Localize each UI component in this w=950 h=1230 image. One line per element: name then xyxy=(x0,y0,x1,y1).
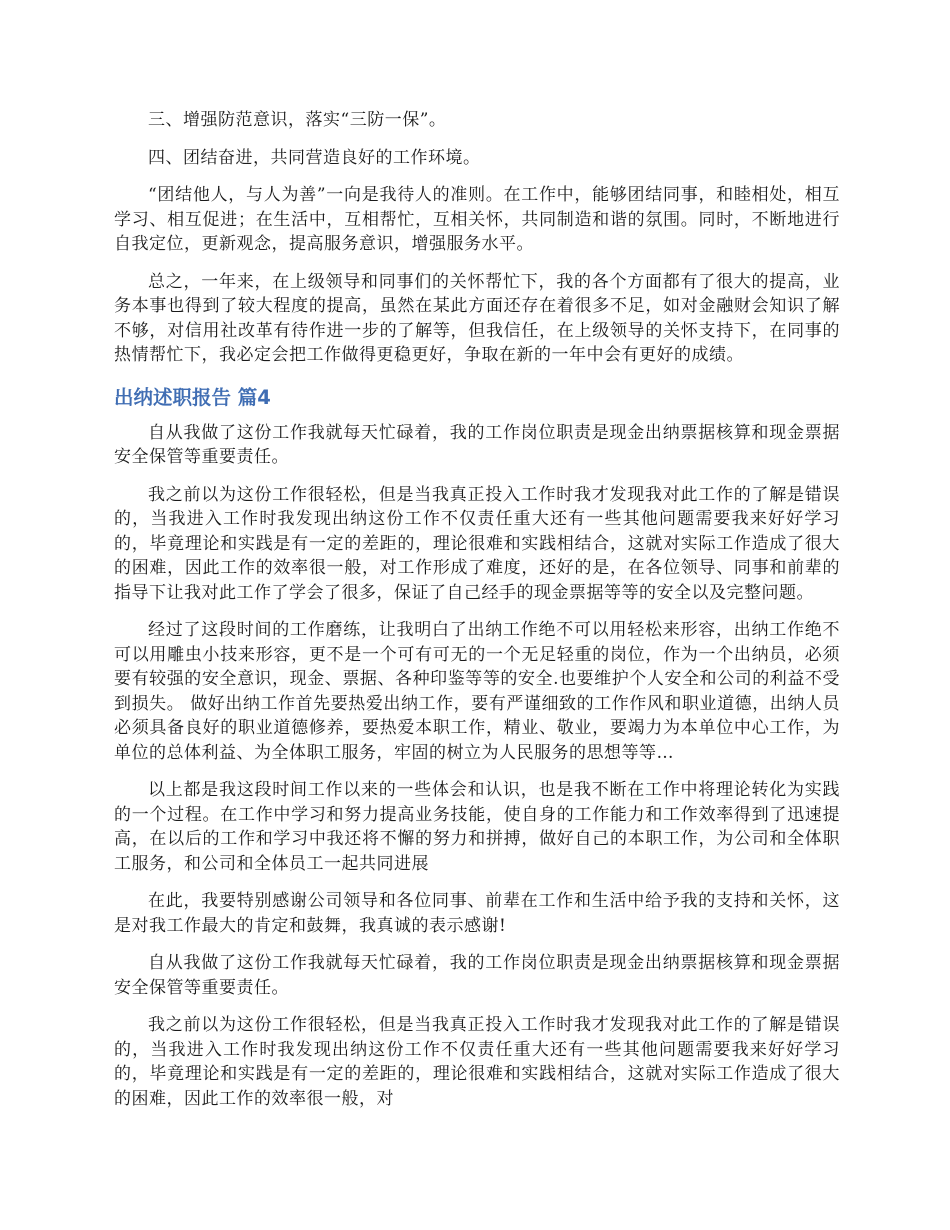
paragraph: 总之，一年来，在上级领导和同事们的关怀帮忙下，我的各个方面都有了很大的提高，业务本事也得到了较大程度的提高，虽然在某此方面还存在着很多不足，如对金融财会知识了解不够，对信用社改革有待作进一步的了解等，但我信任，在上级领导的关怀支持下，在同事的热情帮忙下，我必定会把工作做得更稳更好，争取在新的一年中会有更好的成绩。 xyxy=(114,271,840,365)
paragraph: 经过了这段时间的工作磨练，让我明白了出纳工作绝不可以用轻松来形容，出纳工作绝不可以用雕虫小技来形容，更不是一个可有可无的一个无足轻重的岗位，作为一个出纳员，必须要有较强的安全意识，现金、票据、各种印鉴等等的安全.也要维护个人安全和公司的利益不受到损失。 做好出纳工作首先要热爱出纳工作，要有严谨细致的工作作风和职业道德，出纳人员必须具备良好的职业道德修养，要热爱本职工作，精业、敬业，要竭力为本单位中心工作，为单位的总体利益、为全体职工服务，牢固的树立为人民服务的思想等等… xyxy=(114,620,840,763)
section-heading: 出纳述职报告 篇4 xyxy=(114,385,271,409)
paragraph: 自从我做了这份工作我就每天忙碌着，我的工作岗位职责是现金出纳票据核算和现金票据安全保管等重要责任。 xyxy=(114,422,840,467)
paragraph: 我之前以为这份工作很轻松，但是当我真正投入工作时我才发现我对此工作的了解是错误的，当我进入工作时我发现出纳这份工作不仅责任重大还有一些其他问题需要我来好好学习的，毕竟理论和实践是有一定的差距的，理论很难和实践相结合，这就对实际工作造成了很大的困难，因此工作的效率很一般，对工作形成了难度，还好的是，在各位领导、同事和前辈的指导下让我对此工作了学会了很多，保证了自己经手的现金票据等等的安全以及完整问题。 xyxy=(114,484,840,603)
document-body xyxy=(114,108,840,1124)
paragraph: 以上都是我这段时间工作以来的一些体会和认识，也是我不断在工作中将理论转化为实践的一个过程。在工作中学习和努力提高业务技能，使自身的工作能力和工作效率得到了迅速提高，在以后的工作和学习中我还将不懈的努力和拼搏，做好自己的本职工作，为公司和全体职工服务，和公司和全体员工一起共同进展 xyxy=(114,780,840,874)
paragraph: 在此，我要特别感谢公司领导和各位同事、前辈在工作和生活中给予我的支持和关怀，这是对我工作最大的肯定和鼓舞，我真诚的表示感谢! xyxy=(114,891,840,936)
paragraph: 四、团结奋进，共同营造良好的工作环境。 xyxy=(148,147,481,168)
paragraph: 自从我做了这份工作我就每天忙碌着，我的工作岗位职责是现金出纳票据核算和现金票据安全保管等重要责任。 xyxy=(114,953,840,998)
paragraph: “团结他人，与人为善”一向是我待人的准则。在工作中，能够团结同事，和睦相处，相互学习、相互促进；在生活中，互相帮忙，互相关怀，共同制造和谐的氛围。同时，不断地进行自我定位，更新观念，提高服务意识，增强服务水平。 xyxy=(114,185,840,254)
paragraph: 我之前以为这份工作很轻松，但是当我真正投入工作时我才发现我对此工作的了解是错误的，当我进入工作时我发现出纳这份工作不仅责任重大还有一些其他问题需要我来好好学习的，毕竟理论和实践是有一定的差距的，理论很难和实践相结合，这就对实际工作造成了很大的困难，因此工作的效率很一般，对 xyxy=(114,1015,840,1109)
paragraph: 三、增强防范意识，落实“三防一保”。 xyxy=(148,110,447,130)
